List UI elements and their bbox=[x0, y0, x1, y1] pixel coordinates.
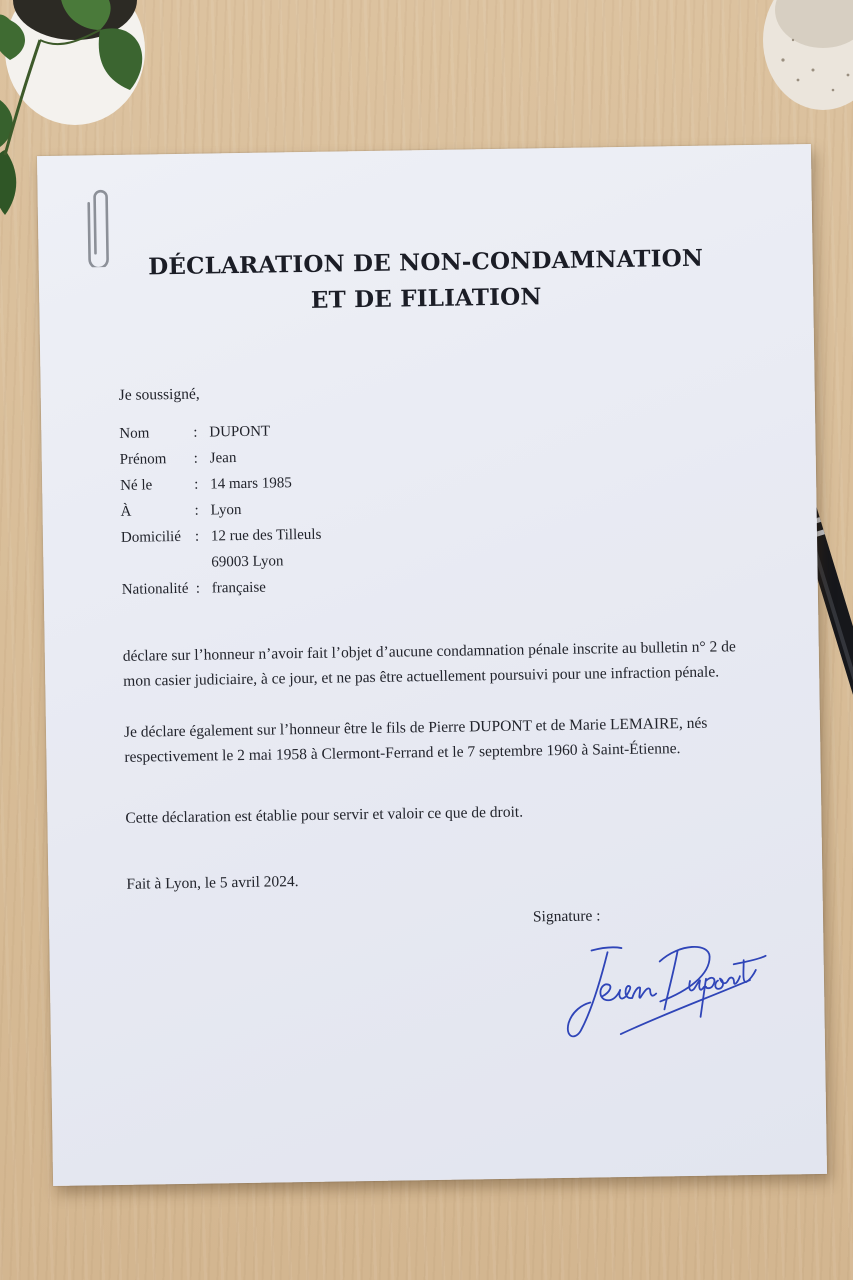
field-label: À bbox=[120, 503, 132, 520]
field-separator: : bbox=[195, 580, 201, 597]
field-row-domicilie bbox=[121, 523, 322, 552]
title-line-1: DÉCLARATION DE NON-CONDAMNATION bbox=[148, 244, 704, 281]
field-separator: : bbox=[193, 424, 198, 441]
field-row-nationalite bbox=[122, 575, 323, 604]
field-row-domicilie-cont bbox=[121, 549, 322, 578]
field-label: Domicilié bbox=[120, 528, 182, 546]
field-separator: : bbox=[194, 502, 199, 519]
field-label: Né le bbox=[120, 477, 153, 494]
declaration-paragraph: déclare sur l’honneur n’avoir fait l’objet d’aucune condamnation pénale inscrite au bulletin n° 2 de mon casier judiciaire, à ce jour, et ne pas être actuellement poursuivi pour une infraction pénale. bbox=[122, 638, 736, 690]
field-row-prenom bbox=[120, 445, 321, 474]
field-row-nom bbox=[119, 419, 320, 448]
purpose-paragraph: Cette déclaration est établie pour servir et valoir ce que de droit. bbox=[125, 803, 524, 827]
field-label: Nationalité bbox=[121, 580, 189, 598]
identity-fields bbox=[119, 419, 322, 604]
field-value: Lyon bbox=[210, 501, 242, 519]
field-label: Nom bbox=[119, 425, 150, 442]
field-separator bbox=[195, 550, 211, 576]
document-title bbox=[38, 239, 813, 323]
field-value: 14 mars 1985 bbox=[210, 475, 292, 493]
title-line-2: ET DE FILIATION bbox=[310, 283, 542, 314]
place-date: Fait à Lyon, le 5 avril 2024. bbox=[126, 873, 299, 893]
intro-text: Je soussigné, bbox=[118, 385, 200, 404]
field-value: 69003 Lyon bbox=[211, 553, 284, 571]
field-value: française bbox=[211, 579, 267, 597]
cup-icon bbox=[753, 0, 853, 120]
document-body bbox=[119, 373, 747, 897]
filiation-paragraph: Je déclare également sur l’honneur être le fils de Pierre DUPONT et de Marie LEMAIRE, nés respectivement le 2 mai 1958 à Clermont-Ferrand et le 7 septembre 1960 à Saint-Étienne. bbox=[123, 714, 708, 766]
field-separator: : bbox=[194, 528, 200, 545]
field-value: 12 rue des Tilleuls bbox=[210, 526, 322, 545]
field-label: Prénom bbox=[119, 451, 167, 468]
field-separator: : bbox=[194, 476, 199, 493]
field-value: DUPONT bbox=[209, 423, 271, 441]
field-label bbox=[121, 551, 195, 578]
field-row-a bbox=[120, 497, 321, 526]
field-value: Jean bbox=[209, 450, 237, 467]
signature-label: Signature : bbox=[532, 907, 601, 926]
field-row-ne-le bbox=[120, 471, 321, 500]
field-separator: : bbox=[193, 450, 199, 467]
signature-icon bbox=[559, 920, 771, 1048]
document-page bbox=[37, 144, 827, 1186]
